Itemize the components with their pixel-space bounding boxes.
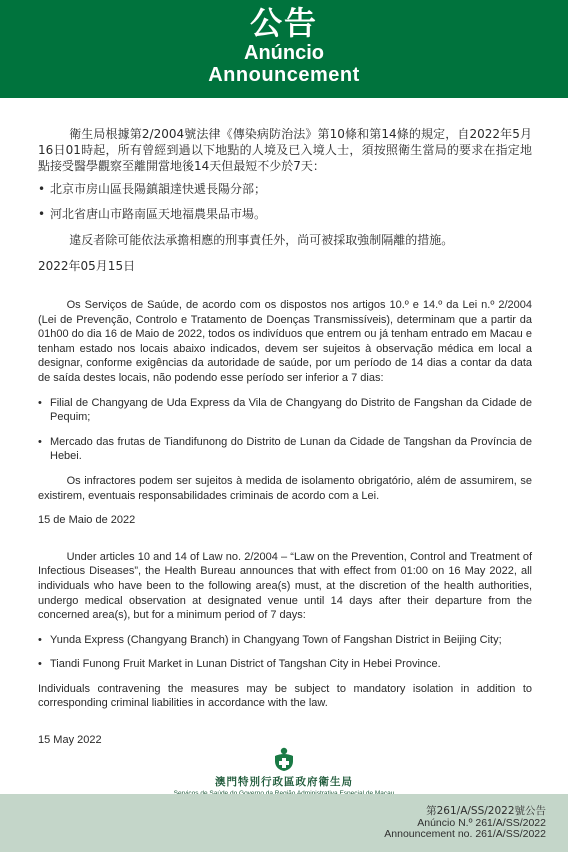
announcement-header (0, 0, 568, 98)
ref-en: Announcement no. 261/A/SS/2022 (384, 828, 546, 840)
zh-warning: 違反者除可能依法承擔相應的刑事責任外，尚可被採取強制隔離的措施。 (69, 233, 454, 247)
announcement-reference (384, 806, 546, 841)
announcement-body (38, 126, 532, 748)
zh-bullet-1: • 北京市房山區長陽鎮韻達快遞長陽分部； (38, 181, 532, 197)
section-zh (38, 126, 532, 274)
zh-bullet-2: • 河北省唐山市路南區天地福農果品市場。 (38, 206, 532, 222)
en-date: 15 May 2022 (38, 734, 102, 747)
pt-warning: Os infractores podem ser sujeitos à medida de isolamento obrigatório, além de assumirem, se existirem, eventuais responsabilidades criminais de acordo com a Lei. (38, 474, 532, 502)
en-intro: Under articles 10 and 14 of Law no. 2/2004 – “Law on the Prevention, Control and Treatment of Infectious Diseases”, the Health Bureau announces that with effect from 01:00 on 16 May 2022, all individuals who have been to the following area(s) must, at the discretion of the health authorities, undergo medical observation at designated venue until 14 days after their departure from the concerned area(s), but for a minimum period of 7 days: (38, 550, 532, 622)
pt-intro: Os Serviços de Saúde, de acordo com os dispostos nos artigos 10.º e 14.º da Lei n.º 2/2004 (Lei de Prevenção, Controlo e Tratamento de Doenças Transmissíveis), determinam que a partir da 01h00 do dia 16 de Maio de 2022, todos os indivíduos que entrem ou já tenham entrado em Macau e tenham estado nos locais abaixo indicados, devem ser sujeitos à observação médica em local a designar, conforme exigências da autoridade de saúde, por um período de 14 dias a contar da data de saída destes locais, não podendo esse período ser inferior a 7 dias: (38, 299, 532, 384)
section-en (38, 550, 532, 748)
health-bureau-emblem-icon (271, 746, 297, 772)
ref-zh: 第261/A/SS/2022號公告 (426, 805, 546, 817)
en-bullet-1: • Yunda Express (Changyang Branch) in Changyang Town of Fangshan District in Beijing City; (38, 633, 532, 648)
section-pt (38, 298, 532, 528)
header-title-zh: 公告 (249, 4, 318, 42)
header-title-pt: Anúncio (244, 42, 324, 64)
en-bullet-2: • Tiandi Funong Fruit Market in Lunan District of Tangshan City in Hebei Province. (38, 657, 532, 672)
header-title-en: Announcement (208, 64, 360, 86)
zh-date: 2022年05月15日 (38, 259, 136, 273)
en-warning: Individuals contravening the measures may be subject to mandatory isolation in addition to corresponding criminal liabilities in accordance with the law. (38, 682, 532, 710)
pt-bullet-1: • Filial de Changyang de Uda Express da Vila de Changyang do Distrito de Fangshan da Cidade de Pequim; (38, 396, 532, 425)
zh-intro: 衛生局根據第2/2004號法律《傳染病防治法》第10條和第14條的規定，自2022年5月16日01時起，所有曾經到過以下地點的人境及已入境人士，須按照衛生當局的要求在指定地點接受醫學觀察至離開當地後14天但最短不少於7天： (38, 127, 532, 173)
gov-name-zh: 澳門特別行政區政府衛生局 (215, 776, 353, 788)
pt-date: 15 de Maio de 2022 (38, 514, 136, 527)
health-bureau-signature (0, 746, 568, 797)
footer-band (0, 794, 568, 852)
ref-pt: Anúncio N.º 261/A/SS/2022 (417, 816, 546, 829)
pt-bullet-2: • Mercado das frutas de Tiandifunong do Distrito de Lunan da Cidade de Tangshan da Província de Hebei. (38, 435, 532, 464)
